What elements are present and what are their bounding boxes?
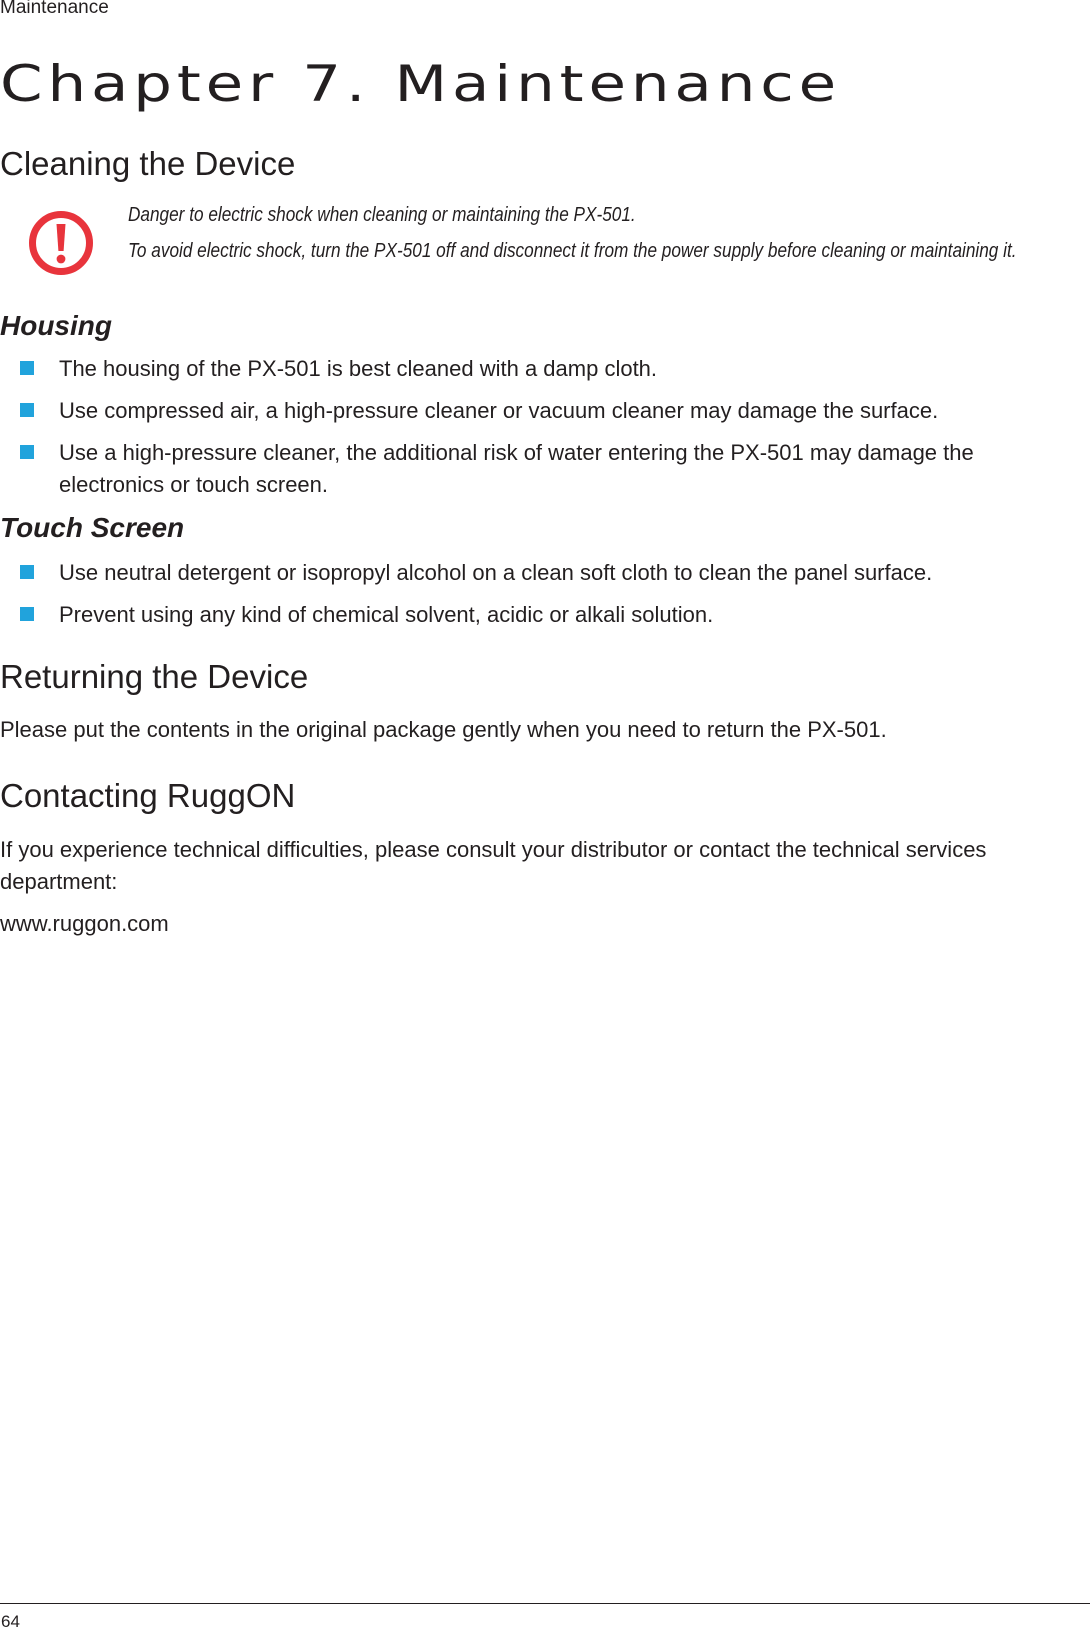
chapter-title: Chapter 7. Maintenance (0, 55, 842, 113)
list-item (0, 437, 1070, 501)
list-item-text: Use compressed air, a high-pressure cleaner or vacuum cleaner may damage the surface. (59, 398, 939, 423)
touch-screen-list (0, 557, 1070, 641)
list-item (0, 353, 1070, 385)
page-number: 64 (1, 1612, 20, 1631)
list-item-text: The housing of the PX-501 is best cleaned with a damp cloth. (59, 356, 658, 381)
footer-divider (0, 1603, 1090, 1604)
list-item (0, 557, 1070, 589)
square-bullet-icon (20, 607, 34, 621)
list-item-text: Use a high-pressure cleaner, the additional risk of water entering the PX-501 may damage the electronics or touch screen. (59, 440, 974, 497)
warning-text (128, 200, 1017, 272)
returning-text: Please put the contents in the original package gently when you need to return the PX-501. (0, 717, 887, 742)
list-item-text: Use neutral detergent or isopropyl alcohol on a clean soft cloth to clean the panel surface. (59, 560, 933, 585)
running-header: Maintenance (0, 0, 109, 18)
square-bullet-icon (20, 445, 34, 459)
square-bullet-icon (20, 565, 34, 579)
square-bullet-icon (20, 361, 34, 375)
housing-list (0, 353, 1070, 511)
list-item-text: Prevent using any kind of chemical solvent, acidic or alkali solution. (59, 602, 714, 627)
subsection-title-housing: Housing (0, 310, 112, 341)
warning-line-2: To avoid electric shock, turn the PX-501 off and disconnect it from the power supply before cleaning or maintaining it. (128, 240, 1017, 262)
section-title-cleaning: Cleaning the Device (0, 145, 296, 182)
contacting-text: If you experience technical difficulties, please consult your distributor or contact the technical services department: (0, 837, 987, 894)
warning-notice (0, 200, 1090, 300)
warning-line-1: Danger to electric shock when cleaning or maintaining the PX-501. (128, 204, 636, 226)
section-title-contacting: Contacting RuggON (0, 777, 296, 814)
exclamation-circle-icon (28, 210, 94, 276)
square-bullet-icon (20, 403, 34, 417)
website-link[interactable]: www.ruggon.com (0, 911, 169, 936)
section-title-returning: Returning the Device (0, 658, 309, 695)
list-item (0, 599, 1070, 631)
subsection-title-touch-screen: Touch Screen (0, 512, 185, 543)
list-item (0, 395, 1070, 427)
